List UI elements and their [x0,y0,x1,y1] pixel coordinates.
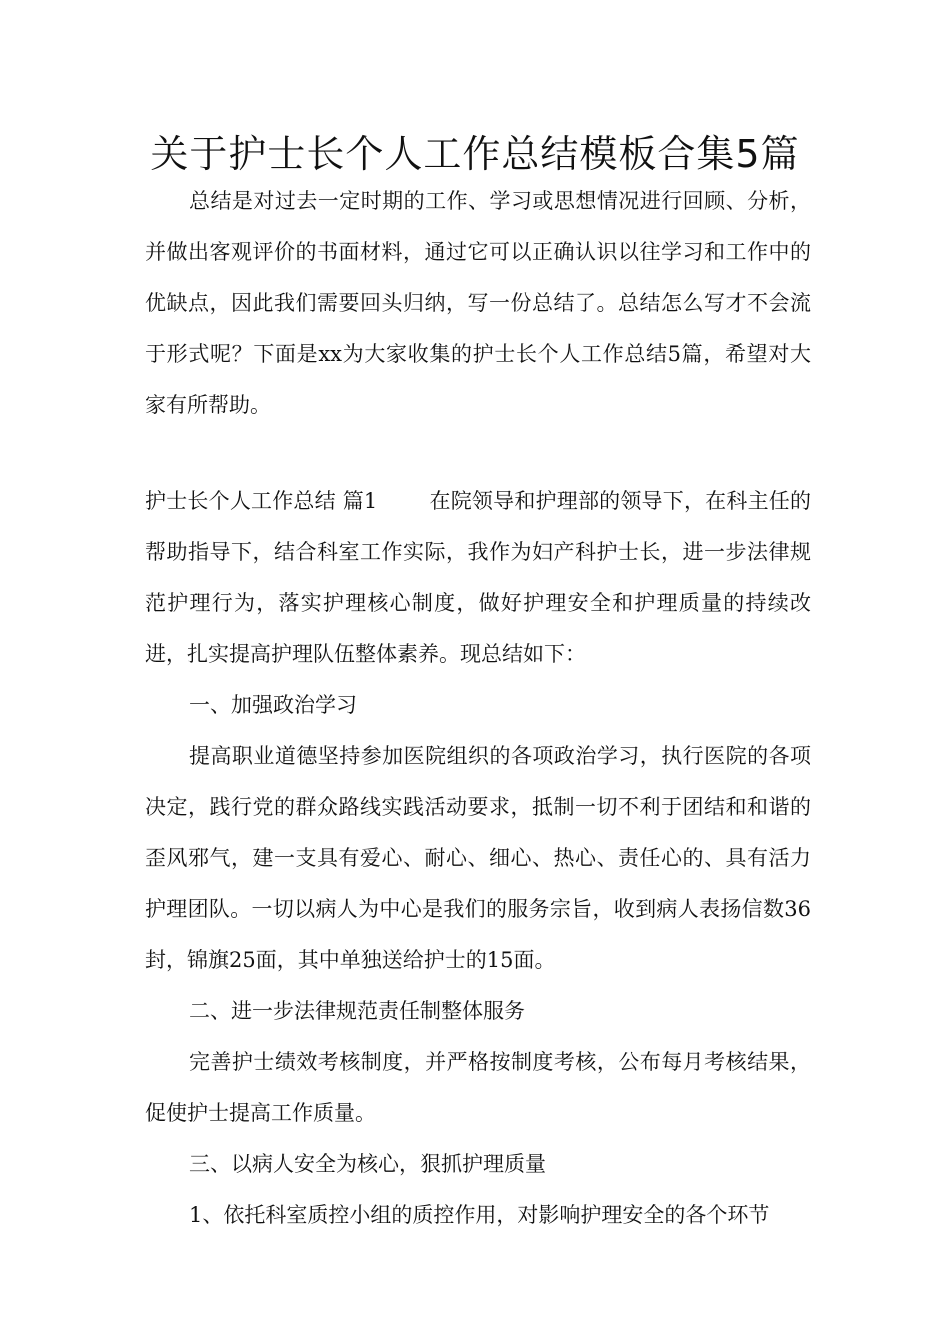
paragraph-3: 1、依托科室质控小组的质控作用，对影响护理安全的各个环节 [189,1203,770,1227]
subheading-1: 一、加强政治学习 [189,693,357,717]
section-first-paragraph [145,476,811,680]
paragraph-2: 完善护士绩效考核制度，并严格按制度考核，公布每月考核结果，促使护士提高工作质量。 [145,1050,811,1125]
intro-block [145,176,811,431]
subheading-2: 二、进一步法律规范责任制整体服务 [189,999,525,1023]
subheading-3: 三、以病人安全为核心，狠抓护理质量 [189,1152,546,1176]
section-heading: 护士长个人工作总结 篇1 [145,489,378,513]
intro-paragraph: 总结是对过去一定时期的工作、学习或思想情况进行回顾、分析，并做出客观评价的书面材料，通过它可以正确认识以往学习和工作中的优缺点，因此我们需要回头归纳，写一份总结了。总结怎么写才不会流于形式呢？下面是xx为大家收集的护士长个人工作总结5篇，希望对大家有所帮助。 [145,189,811,417]
section-block [145,476,811,1241]
paragraph-1: 提高职业道德坚持参加医院组织的各项政治学习，执行医院的各项决定，践行党的群众路线实践活动要求，抵制一切不利于团结和和谐的歪风邪气，建一支具有爱心、耐心、细心、热心、责任心的、具有活力护理团队。一切以病人为中心是我们的服务宗旨，收到病人表扬信数36封，锦旗25面，其中单独送给护士的15面。 [145,744,811,972]
section-lead-text: 在院领导和护理部的领导下，在科主任的帮助指导下，结合科室工作实际，我作为妇产科护士长，进一步法律规范护理行为，落实护理核心制度，做好护理安全和护理质量的持续改进，扎实提高护理队伍整体素养。现总结如下： [145,489,811,666]
document-title: 关于护士长个人工作总结模板合集5篇 [150,132,800,176]
